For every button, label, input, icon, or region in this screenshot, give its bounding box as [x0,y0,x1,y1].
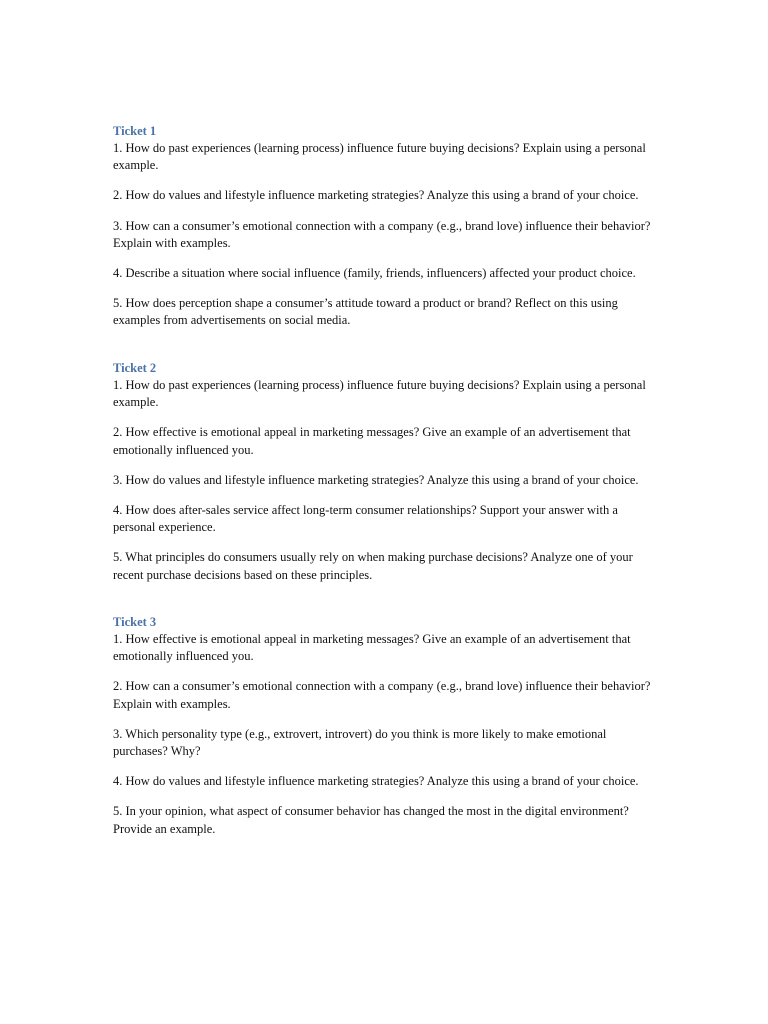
question-item: 3. Which personality type (e.g., extrovert, introvert) do you think is more likely to make emotional purchases? Why? [113,726,607,759]
question-item: 1. How do past experiences (learning process) influence future buying decisions? Explain using a personal example. [113,378,646,410]
question-item: 3. How can a consumer’s emotional connection with a company (e.g., brand love) influence their behavior? Explain with examples. [113,218,651,250]
ticket-3 [113,614,658,838]
ticket-1 [113,123,658,330]
question-item: 3. How do values and lifestyle influence marketing strategies? Analyze this using a brand of your choice. [113,472,639,487]
question-item: 1. How effective is emotional appeal in marketing messages? Give an example of an advertisement that emotionally influenced you. [113,632,631,664]
question-item: 4. How does after-sales service affect long-term consumer relationships? Support your answer with a personal experience. [113,503,618,535]
question-item: 5. How does perception shape a consumer’s attitude toward a product or brand? Reflect on this using examples from advertisements on social media. [113,296,618,328]
question-item: 2. How effective is emotional appeal in marketing messages? Give an example of an advertisement that emotionally influenced you. [113,425,631,457]
question-item: 2. How can a consumer’s emotional connection with a company (e.g., brand love) influence their behavior? Explain with examples. [113,679,651,711]
ticket-title: Ticket 3 [113,615,157,629]
question-item: 4. How do values and lifestyle influence marketing strategies? Analyze this using a brand of your choice. [113,774,639,789]
ticket-title: Ticket 1 [113,124,157,138]
question-item: 2. How do values and lifestyle influence marketing strategies? Analyze this using a brand of your choice. [113,188,639,203]
ticket-2 [113,360,658,584]
question-item: 1. How do past experiences (learning process) influence future buying decisions? Explain using a personal example. [113,141,646,173]
question-item: 5. What principles do consumers usually rely on when making purchase decisions? Analyze one of your recent purchase decisions based on these principles. [113,550,633,582]
ticket-title: Ticket 2 [113,361,157,375]
question-item: 4. Describe a situation where social influence (family, friends, influencers) affected your product choice. [113,266,636,281]
question-item: 5. In your opinion, what aspect of consumer behavior has changed the most in the digital environment? Provide an example. [113,804,629,836]
